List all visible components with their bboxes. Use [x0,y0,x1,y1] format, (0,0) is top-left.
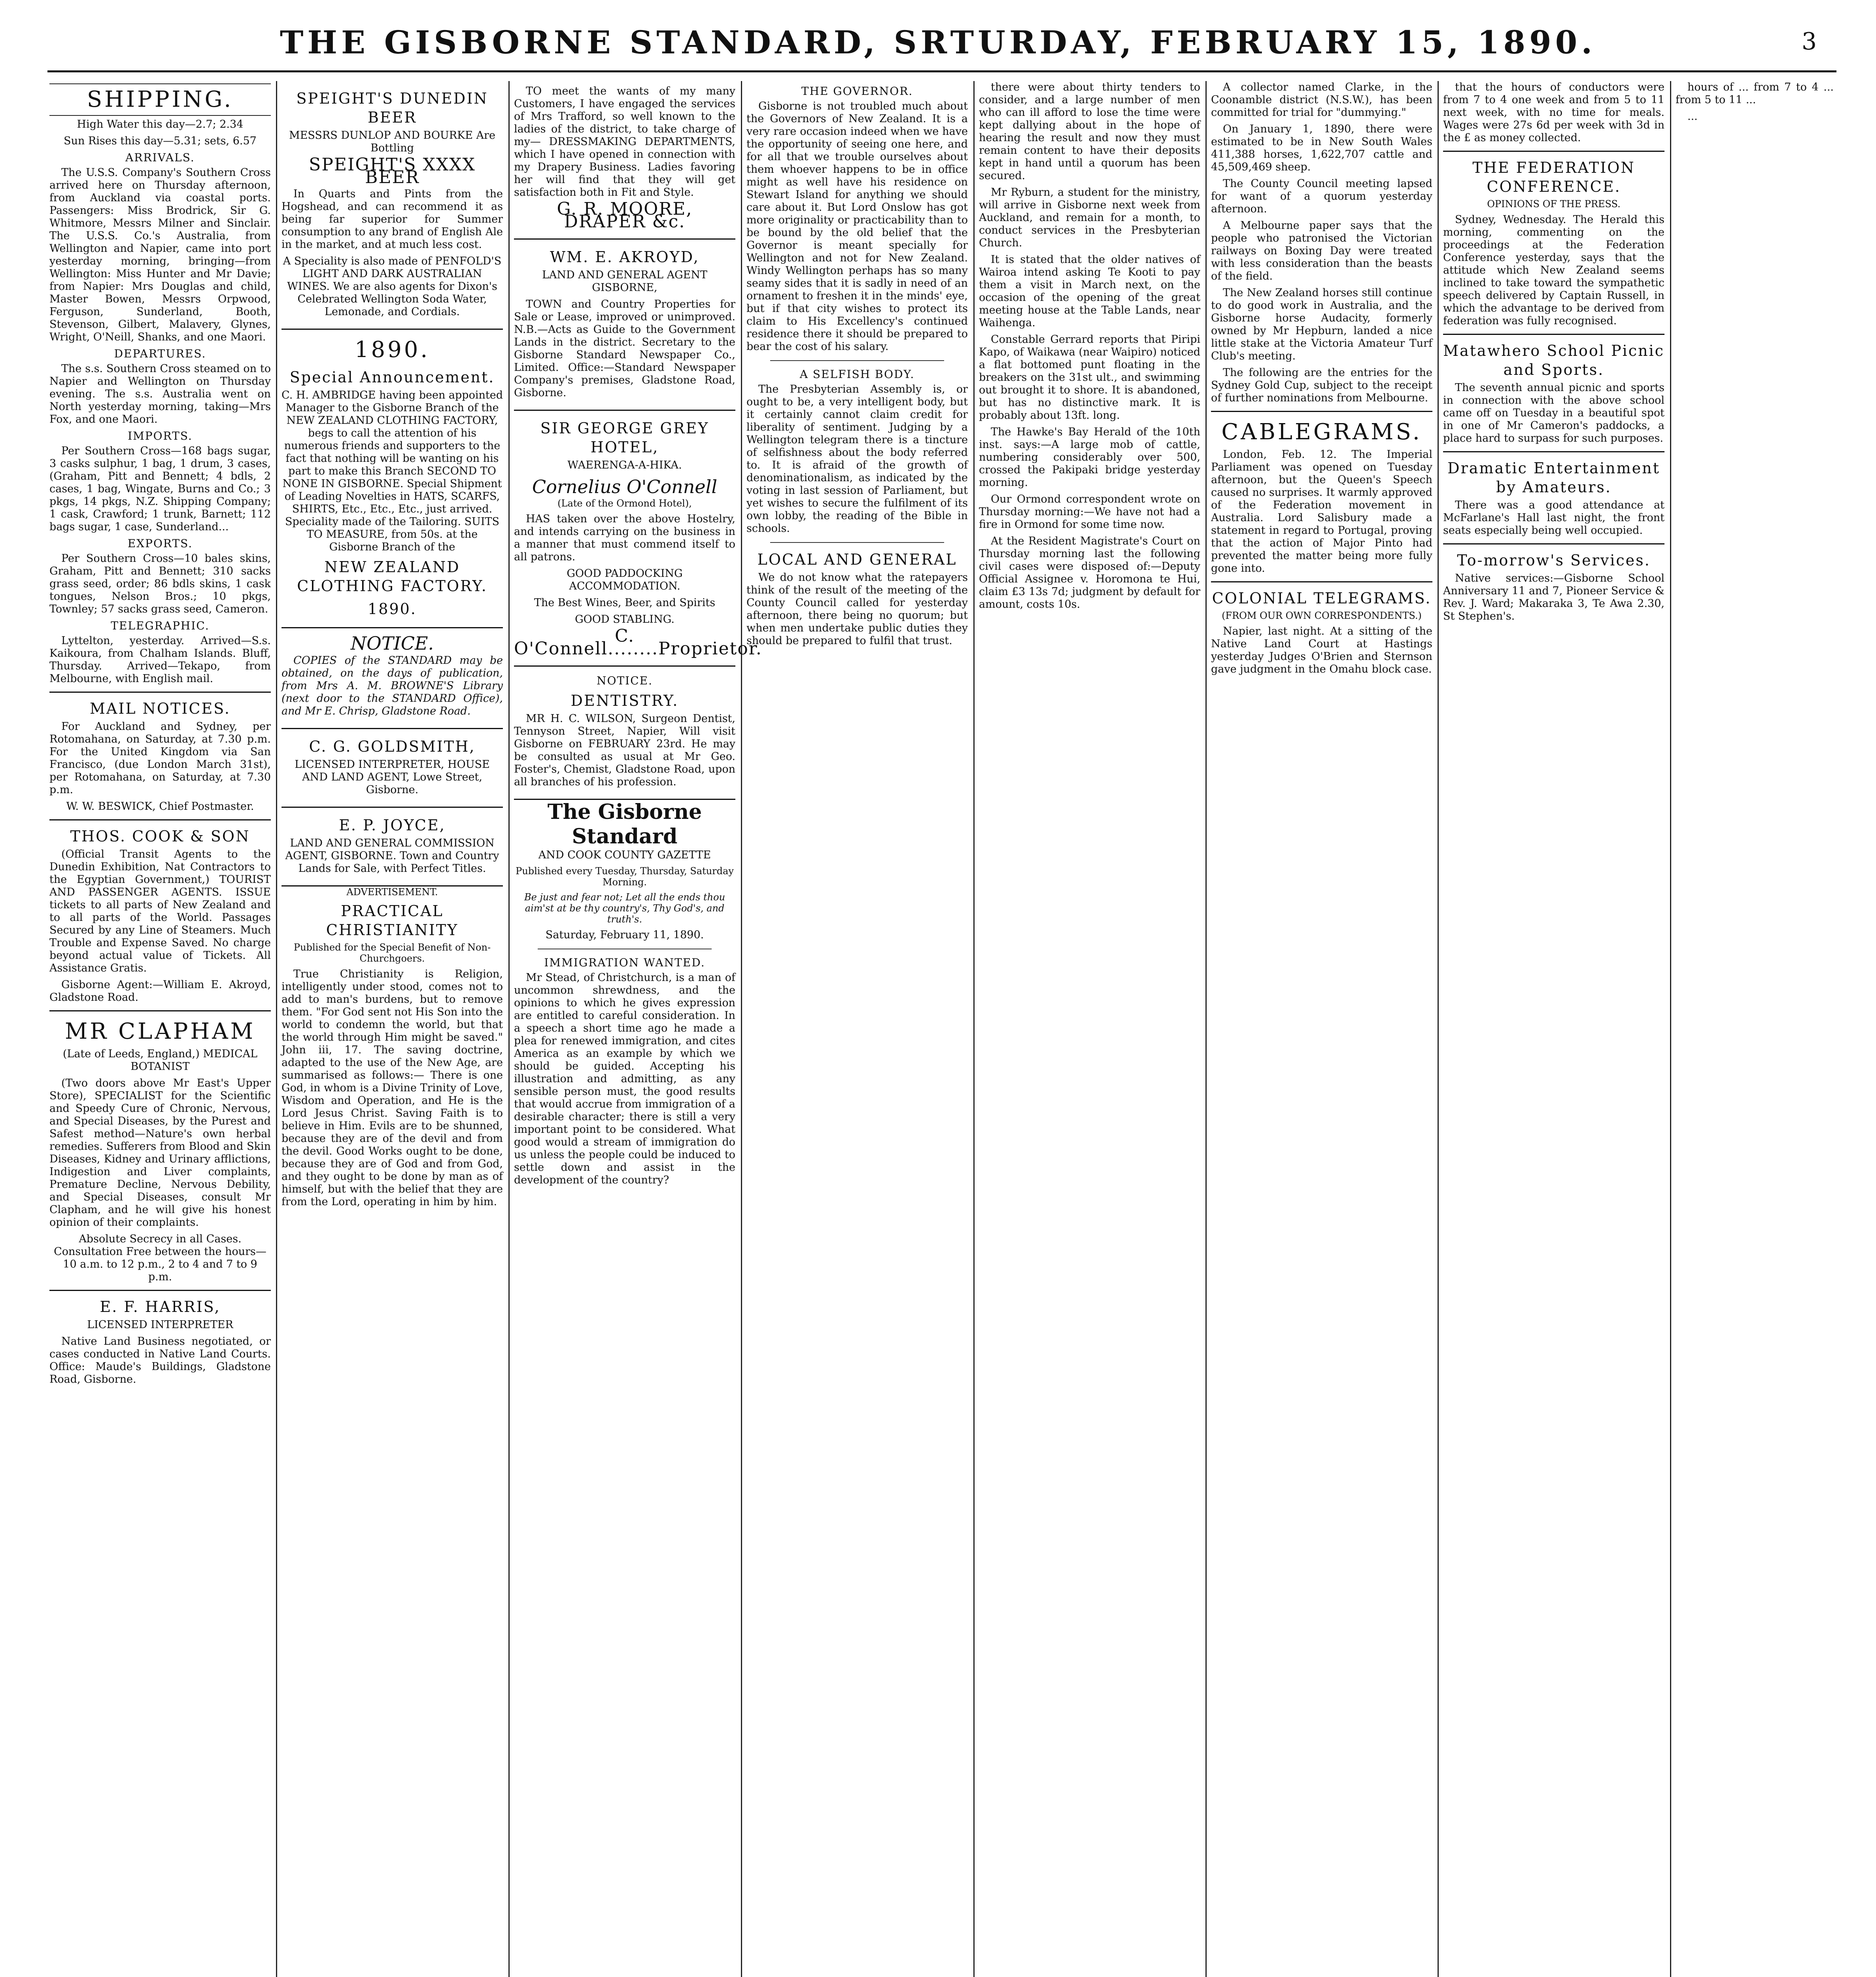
harris-subheading: LICENSED INTERPRETER [87,1319,233,1331]
selfish-heading: A SELFISH BODY. [799,368,915,381]
local-general-heading: LOCAL AND GENERAL [757,551,957,568]
local-item: hours of ... from 7 to 4 ... from 5 to 11 ... [1676,81,1834,106]
column-5 [979,81,1200,1977]
clapham-subheading: (Late of Leeds, England,) MEDICAL BOTANIST [62,1048,258,1073]
local-item: It is stated that the older natives of Wairoa intend asking Te Kooti to pay them a visit in March next, on the occasion of the opening of the great meeting house at the Table Lands, near Waihenga. [979,253,1200,329]
arrivals-text: The U.S.S. Company's Southern Cross arrived here on Thursday afternoon, from Auckland via coastal ports. Passengers: Miss Brodrick, Sir G. Whitmore, Messrs Milner and Sinclair. The U.S.S. Co.'s Australia, from Wellington and Napier, came into port yesterday morning, bringing—from Wellington: Miss Hunter and Mr Davie; from Napier: Mrs Douglas and child, Master Bowen, Messrs Orpwood, Ferguson, Sunderland, Booth, Stevenson, Gilbert, Malavery, Glynes, Wright, O'Neill, Shanks, and one Maori. [49,166,271,343]
practical-heading: PRACTICAL CHRISTIANITY [326,902,459,939]
local-item: there were about thirty tenders to consider, and a large number of men who can ill afford to lose the time were kept dallying about in the hope of hearing the result and now they must remain content to have their deposits kept in hand until a quorum has been secured. [979,81,1200,182]
services-heading: To-morrow's Services. [1457,552,1651,569]
speight-subheading: MESSRS DUNLOP AND BOURKE Are Bottling [289,129,495,154]
column-6 [1211,81,1432,1977]
divider [770,542,944,543]
joyce-heading: E. P. JOYCE, [339,817,446,834]
notice-heading: NOTICE. [350,633,434,654]
dentistry-heading: DENTISTRY. [571,692,679,709]
special-announcement: Special Announcement. [289,369,495,386]
paper-info: Published every Tuesday, Thursday, Saturday Morning. [516,866,734,888]
oconnell-subheading: (Late of the Ormond Hotel), [557,498,692,509]
paper-subtitle: AND COOK COUNTY GAZETTE [538,849,711,861]
school-text: The seventh annual picnic and sports in connection with the above school came off on Tuesday in a beautiful spot in one of Mr Cameron's paddocks, a place hard to surpass for such purposes. [1443,382,1664,444]
colonial-heading: COLONIAL TELEGRAMS. [1212,590,1432,607]
paper-motto: Be just and fear not; Let all the ends thou aim'st at be thy country's, Thy God's, and truth's. [524,892,725,925]
paddocking: GOOD PADDOCKING ACCOMMODATION. [567,567,683,592]
grey-hotel-heading: SIR GEORGE GREY HOTEL, [540,420,709,456]
postmaster-signature: W. W. BESWICK, Chief Postmaster. [66,800,254,813]
cook-heading: THOS. COOK & SON [70,828,250,845]
column-rule [741,81,742,1977]
wilson-text: MR H. C. WILSON, Surgeon Dentist, Tennyson Street, Napier, Will visit Gisborne on FEBRUARY 23rd. He may be consulted as usual at Mr Geo. Foster's, Chemist, Gladstone Road, upon all branches of his profession. [514,713,735,788]
governor-heading: THE GOVERNOR. [801,85,913,98]
shipping-heading: SHIPPING. [49,83,271,116]
masthead [0,24,1876,61]
grey-hotel-subheading: WAERENGA-A-HIKA. [567,459,682,471]
selfish-text: The Presbyterian Assembly is, or ought to be, a very intelligent body, but it certainly cannot claim credit for liberality of sentiment. Judging by a Wellington telegram there is a tincture of selfishness about the body referred to. It is afraid of the growth of denominationalism, as indicated by the voting in last session of Parliament, but yet wishes to secure the fulfilment of its own lobby, the reading of the Bible in schools. [746,383,968,535]
local-item: The New Zealand horses still continue to do good work in Australia, and the Gisborne horse Audacity, formerly owned by Mr Hepburn, landed a nice little stake at the Victoria Amateur Turf Club's meeting. [1211,287,1432,362]
clapham-text: (Two doors above Mr East's Upper Store), SPECIALIST for the Scientific and Speedy Cure of Chronic, Nervous, and Special Diseases, by the Purest and Safest method—Nature's own herbal remedies. Sufferers from Blood and Skin Diseases, Kidney and Urinary afflictions, Indigestion and Liver complaints, Premature Decline, Nervous Debility, and Special Diseases, consult Mr Clapham, and he will give his honest opinion of their complaints. [49,1077,271,1229]
local-item: On January 1, 1890, there were estimated to be in New South Wales 411,388 horses, 1,622,707 cattle and 45,509,469 sheep. [1211,123,1432,173]
sun-times: Sun Rises this day—5.31; sets, 6.57 [64,135,257,147]
hotel-advertisement [514,411,762,667]
federation-text: Sydney, Wednesday. The Herald this morning, commenting on the proceedings at the Federation Conference yesterday, says that the attitude which New Zealand seems inclined to take toward the sympathetic speech delivered by Captain Russell, in which the advantage to be derived from federation was fully recognised. [1443,214,1664,327]
cook-agent: Gisborne Agent:—William E. Akroyd, Gladstone Road. [49,979,271,1004]
telegraphic-heading: TELEGRAPHIC. [111,619,210,632]
column-rule [973,81,975,1977]
oconnell-text: HAS taken over the above Hostelry, and intends carrying on the business in a manner that must commend itself to all patrons. [514,513,735,563]
speight-advertisement [281,81,503,330]
divider [1211,581,1432,582]
local-item: ... [1687,110,1698,123]
moore-signature: G. R. MOORE, DRAPER &c. [557,199,693,232]
column-3 [514,81,762,1977]
oconnell-heading: Cornelius O'Connell [532,476,718,497]
imports-heading: IMPORTS. [128,429,193,442]
column-1 [49,81,271,1977]
dentist-advertisement [514,667,735,800]
column-2 [281,81,503,1977]
arrivals-heading: ARRIVALS. [125,151,195,164]
local-item: A Melbourne paper says that the people who patronised the Victorian railways on Boxing Day were treated with less consideration than the beasts of the field. [1211,219,1432,282]
column-rule [1438,81,1439,1977]
local-item: Our Ormond correspondent wrote on Thursday morning:—We have not had a fire in Ormond for some time now. [979,493,1200,531]
services-text: Native services:—Gisborne School Anniversary 11 and 7, Pioneer Service & Rev. J. Ward; Makaraka 3, Te Awa 2.30, St Stephen's. [1443,572,1664,622]
colonial-text: Napier, last night. At a sitting of the Native Land Court at Hastings yesterday Judges O'Brien and Sternson gave judgment in the Omahu block case. [1211,625,1432,675]
practical-subheading: Published for the Special Benefit of Non-Churchgoers. [293,942,491,964]
masthead-rule [47,70,1836,72]
governor-text: Gisborne is not troubled much about the Governors of New Zealand. It is a very rare occasion indeed when we have the opportunity of seeing one here, and for all that we trouble ourselves about them whoever happens to be in office might as well have his residence on Stewart Island for anything we should care about it. But Lord Onslow has got more originality or practicability than to be bound by the old belief that the Governor is meant specially for Wellington and not for New Zealand. Windy Wellington perhaps has so many seamy sides that it is sadly in need of an ornament to freshen it in the minds' eye, but if that city wishes to protect its claim to His Excellency's continued residence there it should be prepared to bear the cost of his salary. [746,100,968,353]
divider [1443,543,1664,544]
local-item: A collector named Clarke, in the Coonamble district (N.S.W.), has been committed for trial for "dummying." [1211,81,1432,119]
divider [49,692,271,693]
divider [49,1010,271,1011]
year-heading: 1890. [354,337,430,363]
divider [1211,411,1432,412]
federation-subheading: OPINIONS OF THE PRESS. [1487,198,1621,210]
exports-text: Per Southern Cross—10 bales skins, Graham, Pitt and Bennett; 310 sacks grass seed, order; 86 bdls skins, 1 cask tongues, Nelson Bros.; 10 pkgs, Townley; 57 sacks grass seed, Cameron. [49,552,271,615]
page-number: 3 [1801,28,1817,55]
local-item: The following are the entries for the Sydney Gold Cup, subject to the receipt of further nominations from Melbourne. [1211,367,1432,404]
divider [1443,334,1664,335]
local-item: The Hawke's Bay Herald of the 10th inst. says:—A large mob of cattle, numbering considerably over 500, crossed the Pakipaki bridge yesterday morning. [979,426,1200,489]
divider [1443,151,1664,152]
exports-heading: EXPORTS. [127,537,193,550]
akroyd-text: TOWN and Country Properties for Sale or Lease, improved or unimproved. N.B.—Acts as Guide to the Government Lands in the district. Secretary to the Gisborne Standard Newspaper Co., Limited. Office:—Standard Newspaper Company's premises, Gladstone Road, Gisborne. [514,298,735,399]
newspaper-title: THE GISBORNE STANDARD, SRTURDAY, FEBRUARY 15, 1890. [280,24,1596,61]
school-heading: Matawhero School Picnic and Sports. [1443,342,1664,378]
paper-date: Saturday, February 11, 1890. [545,929,704,941]
divider [1443,451,1664,452]
cablegrams-heading: CABLEGRAMS. [1221,419,1422,445]
local-general-text: We do not know what the ratepayers think of the result of the meeting of the County Council called for yesterday afternoon, there being no quorum; but when men undertake public duties they should be prepared to fulfil that trust. [746,571,968,647]
local-item: that the hours of conductors were from 7 to 4 one week and from 5 to 11 next week, with no time for meals. Wages were 27s 6d per week with 3d in the £ as money collected. [1443,81,1664,144]
wines: The Best Wines, Beer, and Spirits [534,597,716,609]
nzcf-heading: NEW ZEALAND CLOTHING FACTORY. [297,558,487,595]
moore-text: TO meet the wants of my many Customers, I have engaged the services of Mrs Trafford, so well known to the ladies of the district, to take charge of my— DRESSMAKING DEPARTMENTS, which I have opened in connection with my Drapery Business. Ladies favoring her will find that they will get satisfaction both in Fit and Style. [514,85,735,198]
column-rule [1670,81,1671,1977]
mail-notices-heading: MAIL NOTICES. [89,700,230,717]
clapham-note: Absolute Secrecy in all Cases. Consultation Free between the hours—10 a.m. to 12 p.m., 2 to 4 and 7 to 9 p.m. [54,1233,266,1283]
drama-heading: Dramatic Entertainment by Amateurs. [1447,459,1660,496]
proprietor: C. O'Connell........Proprietor. [514,626,762,659]
stabling: GOOD STABLING. [575,613,674,626]
clothing-advertisement [281,330,503,628]
divider [49,1290,271,1291]
imports-text: Per Southern Cross—168 bags sugar, 3 casks sulphur, 1 bag, 1 drum, 3 cases, (Graham, Pitt and Bennett; 4 bdls, 2 cases, 1 bag, Wingate, Burns and Co.; 3 pkgs, 14 pkgs, N.Z. Shipping Company; 1 cask, Crawford; 1 trunk, Barnett; 112 bags sugar, 1 case, Sunderland... [49,445,271,533]
column-rule [276,81,277,1977]
akroyd-heading: WM. E. AKROYD, [550,248,699,266]
goldsmith-text: LICENSED INTERPRETER, HOUSE AND LAND AGENT, Lowe Street, Gisborne. [295,758,490,796]
high-water: High Water this day—2.7; 2.34 [77,118,244,130]
speight-brand: SPEIGHT'S XXXX BEER [309,155,476,187]
joyce-text: LAND AND GENERAL COMMISSION AGENT, GISBORNE. Town and Country Lands for Sale, with Perfect Titles. [285,837,499,875]
cablegrams-text: London, Feb. 12. The Imperial Parliament was opened on Tuesday afternoon, but the Queen's Speech caused no surprises. It warmly approved of the Federation movement in Australia. Lord Salisbury made a statement in regard to Portugal, proving that the action of Major Pinto had prevented the matter being more fully gone into. [1211,448,1432,575]
local-item: At the Resident Magistrate's Court on Thursday morning last the following civil cases were disposed of:—Deputy Official Assignee v. Horomona te Hui, claim £3 13s 7d; judgment by default for amount, costs 10s. [979,535,1200,610]
speight-heading: SPEIGHT'S DUNEDIN BEER [296,90,488,126]
speight-text: In Quarts and Pints from the Hogshead, and can recommend it as being far superior for Summer consumption to any brand of English Ale in the market, and at much less cost. [281,188,503,251]
harris-heading: E. F. HARRIS, [100,1298,221,1315]
notice-advertisement [281,628,503,729]
ambridge-text: C. H. AMBRIDGE having been appointed Manager to the Gisborne Branch of the NEW ZEALAND CLOTHING FACTORY, begs to call the attention of his numerous friends and supporters to the fact that nothing will be wanting on his part to make this Branch SECOND TO NONE IN GISBORNE. Special Shipment of Leading Novelties in HATS, SCARFS, SHIRTS, Etc., Etc., Etc., just arrived. Speciality made of the Tailoring. SUITS TO MEASURE, from 50s. at the Gisborne Branch of the [281,389,503,553]
local-item: Mr Ryburn, a student for the ministry, will arrive in Gisborne next week from Auckland, and remain for a month, to conduct services in the Presbyterian Church. [979,186,1200,249]
notice-text: COPIES of the STANDARD may be obtained, on the days of publication, from Mrs A. M. BROWNE'S Library (next door to the STANDARD Office), and Mr E. Chrisp, Gladstone Road. [281,654,503,717]
immigration-heading: IMMIGRATION WANTED. [544,956,705,969]
harris-text: Native Land Business negotiated, or cases conducted in Native Land Courts. Office: Maude's Buildings, Gladstone Road, Gisborne. [49,1335,271,1385]
immigration-text: Mr Stead, of Christchurch, is a man of uncommon shrewdness, and the opinions to which he gives expression are entitled to careful consideration. In a speech a short time ago he made a plea for renewed immigration, and cites America as an example by which we should be guided. Accepting his illustration and admitting, as any sensible person must, the good results that would accrue from immigration of a desirable character; there is still a very important point to be considered. What good would a stream of immigration do us unless the people could be induced to settle down and assist in the development of the country? [514,971,735,1186]
federation-heading: THE FEDERATION CONFERENCE. [1472,159,1635,195]
departures-text: The s.s. Southern Cross steamed on to Napier and Wellington on Thursday evening. The s.s. Australia went on North yesterday morning, taking—Mrs Fox, and one Maori. [49,363,271,425]
divider [770,360,944,361]
akroyd-subheading: LAND AND GENERAL AGENT GISBORNE, [542,269,707,294]
notice2-heading: NOTICE. [597,674,653,687]
local-item: The County Council meeting lapsed for want of a quorum yesterday afternoon. [1211,178,1432,215]
drama-text: There was a good attendance at McFarlane's Hall last night, the front seats especially being well occupied. [1443,499,1664,537]
akroyd-advertisement [514,240,735,411]
local-item: Constable Gerrard reports that Piripi Kapo, of Waikawa (near Waipiro) noticed a flat bottomed punt floating in the breakers on the 31st ult., and swimming out brought it to shore. It is abandoned, but has no distinctive mark. It is probably about 13ft. long. [979,333,1200,421]
practical-text: True Christianity is Religion, intelligently under stood, comes not to add to man's burdens, but to remove them. "For God sent not His Son into the world to condemn the world, but that the world through Him might be saved." John iii, 17. The saving doctrine, adapted to the use of the New Age, are summarised as follows:— There is one God, in whom is a Divine Trinity of Love, Wisdom and Operation, and He is the Lord Jesus Christ. Saving Faith is to believe in Him. Evils are to be shunned, because they are of the devil and from the devil. Good Works ought to be done, because they are of God and from God, and they ought to be done by man as of himself, but with the belief that they are from the Lord, operating in him by him. [281,968,503,1208]
column-rule [1205,81,1207,1977]
goldsmith-advertisement [281,729,503,808]
clapham-heading: MR CLAPHAM [64,1019,256,1044]
column-rule [508,81,510,1977]
column-8 [1676,81,1834,1977]
speight-also: A Speciality is also made of PENFOLD'S LIGHT AND DARK AUSTRALIAN WINES. We are also agents for Dixon's Celebrated Wellington Soda Water, Lemonade, and Cordials. [283,255,502,318]
goldsmith-heading: C. G. GOLDSMITH, [309,738,476,755]
divider [49,819,271,820]
moore-advertisement [514,81,735,240]
departures-heading: DEPARTURES. [114,347,206,360]
nzcf-year: 1890. [368,600,417,618]
joyce-advertisement [281,808,503,886]
mail-notices-text: For Auckland and Sydney, per Rotomahana, on Saturday, at 7.30 p.m. For the United Kingdom via San Francisco, (due London March 31st), per Rotomahana, on Saturday, at 7.30 p.m. [49,720,271,796]
telegraphic-text: Lyttelton, yesterday. Arrived—S.s. Kaikoura, from Chalham Islands. Bluff, Thursday. Arrived—Tekapo, from Melbourne, with English mail. [49,635,271,685]
advertisement-label: ADVERTISEMENT. [346,886,438,898]
colonial-subheading: (FROM OUR OWN CORRESPONDENTS.) [1222,610,1422,621]
cook-text: (Official Transit Agents to the Dunedin Exhibition, Nat Contractors to the Egyptian Government,) TOURIST AND PASSENGER AGENTS. ISSUE tickets to all parts of New Zealand and to all parts of the World. Passages Secured by any Line of Steamers. Much Trouble and Expense Saved. No charge beyond actual value of Tickets. All Assistance Gratis. [49,848,271,974]
column-7 [1443,81,1664,1977]
paper-title: The Gisborne Standard [547,800,702,849]
column-4 [746,81,968,1977]
